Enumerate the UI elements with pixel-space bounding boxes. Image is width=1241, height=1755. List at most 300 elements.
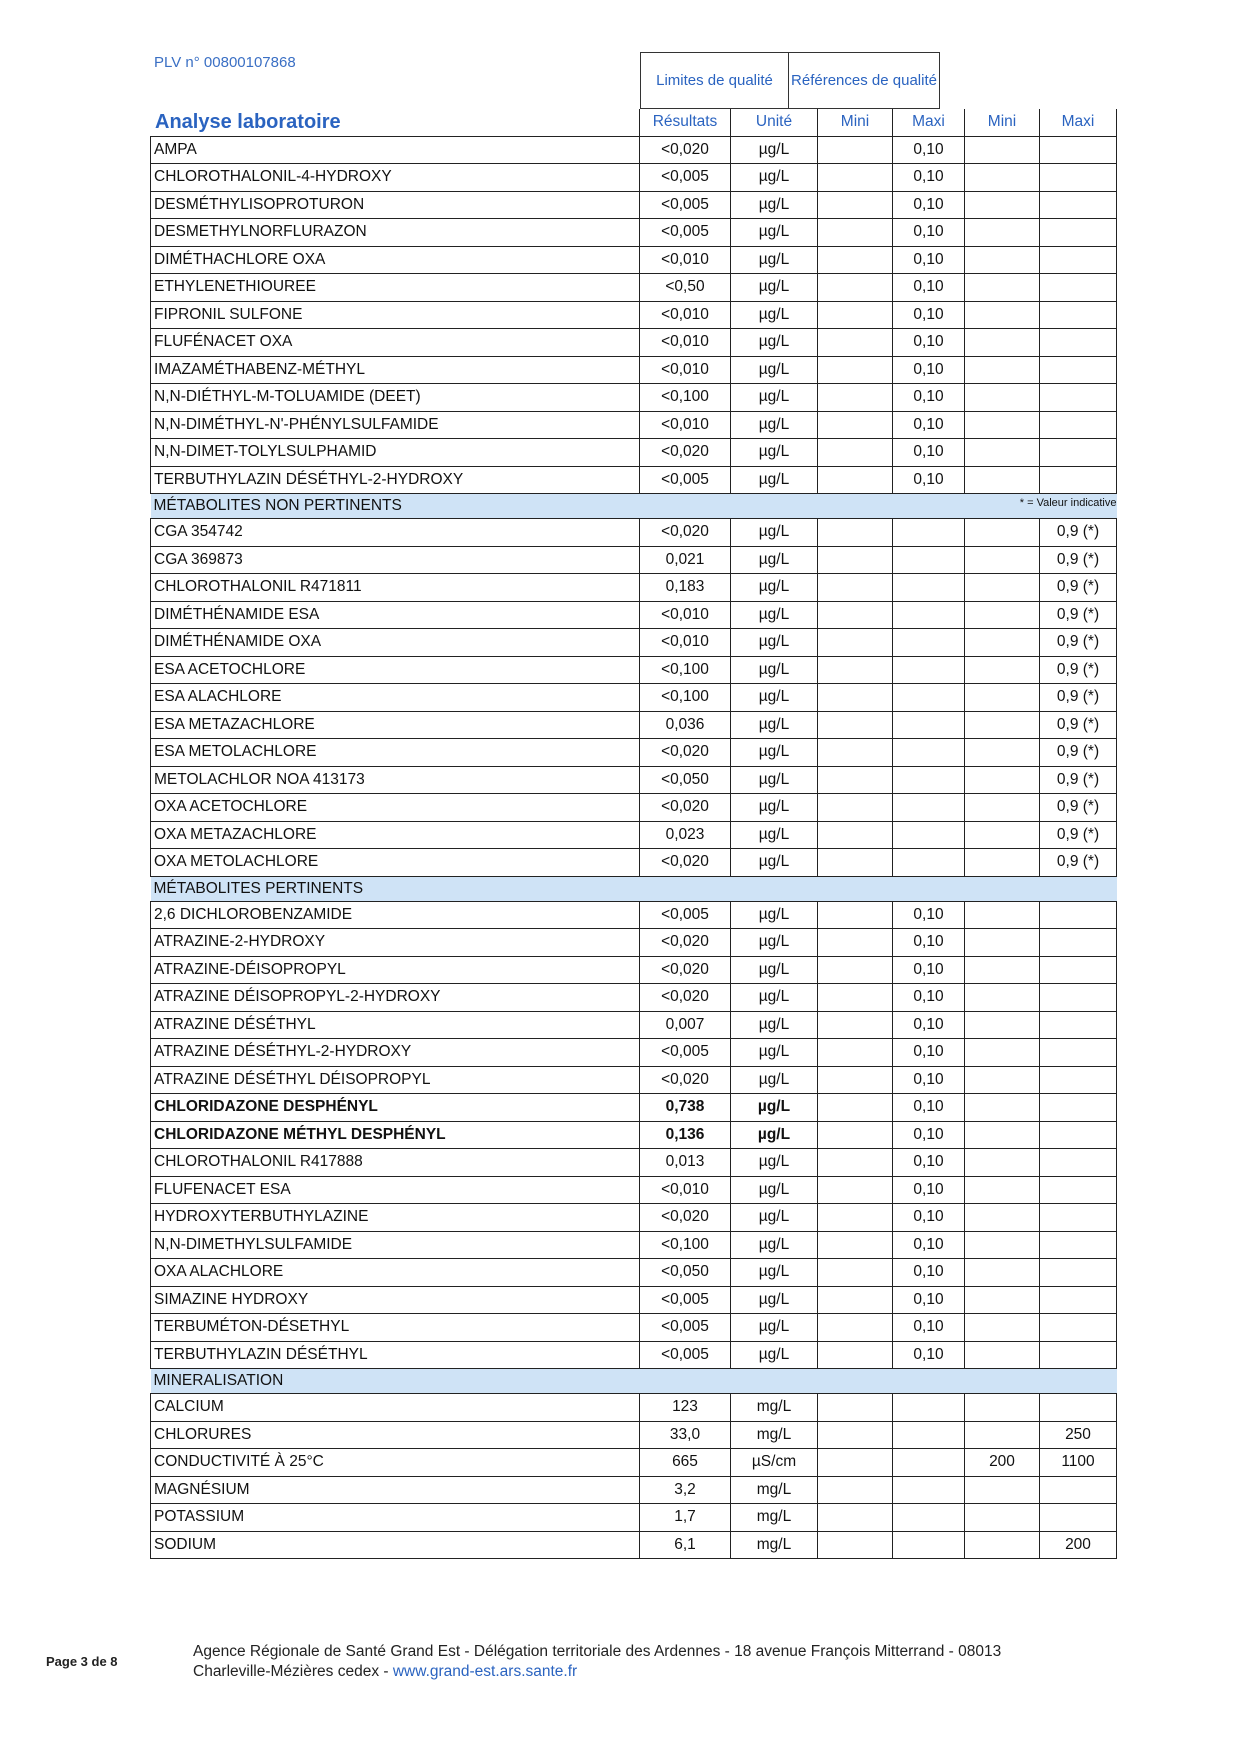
cell-unit: µg/L (731, 519, 818, 547)
table-row (151, 191, 1117, 219)
cell-parameter: N,N-DIMET-TOLYLSULPHAMID (151, 439, 640, 467)
cell-ref-max (1040, 1039, 1117, 1067)
table-row (151, 1011, 1117, 1039)
cell-result: 6,1 (640, 1531, 731, 1559)
cell-ref-min (965, 821, 1040, 849)
cell-limit-min (818, 901, 893, 929)
cell-limit-max (893, 711, 965, 739)
cell-parameter: CONDUCTIVITÉ À 25°C (151, 1449, 640, 1477)
cell-unit: µg/L (731, 766, 818, 794)
table-row (151, 1094, 1117, 1122)
table-row (151, 1449, 1117, 1477)
section-title: MINERALISATION (153, 1372, 284, 1389)
table-row (151, 1066, 1117, 1094)
cell-limit-min (818, 274, 893, 302)
cell-limit-max (893, 684, 965, 712)
cell-unit: µg/L (731, 574, 818, 602)
cell-result: 0,183 (640, 574, 731, 602)
cell-limit-min (818, 766, 893, 794)
cell-result: 0,136 (640, 1121, 731, 1149)
cell-ref-max (1040, 466, 1117, 494)
table-row (151, 519, 1117, 547)
cell-limit-max (893, 1449, 965, 1477)
cell-parameter: ESA METOLACHLORE (151, 739, 640, 767)
cell-ref-min (965, 384, 1040, 412)
table-row (151, 1039, 1117, 1067)
cell-result: <0,010 (640, 411, 731, 439)
cell-ref-min (965, 519, 1040, 547)
cell-result: <0,020 (640, 929, 731, 957)
cell-parameter: TERBUMÉTON-DÉSETHYL (151, 1314, 640, 1342)
cell-limit-max (893, 1476, 965, 1504)
cell-result: 123 (640, 1394, 731, 1422)
cell-parameter: N,N-DIMETHYLSULFAMIDE (151, 1231, 640, 1259)
cell-ref-min (965, 656, 1040, 684)
cell-ref-min (965, 1394, 1040, 1422)
col-ref-max: Maxi (1040, 109, 1117, 136)
cell-limit-min (818, 1421, 893, 1449)
cell-ref-min (965, 1231, 1040, 1259)
cell-limit-max: 0,10 (893, 164, 965, 192)
references-title: Références de qualité (789, 53, 940, 109)
cell-limit-max: 0,10 (893, 246, 965, 274)
cell-ref-min (965, 219, 1040, 247)
cell-ref-max (1040, 301, 1117, 329)
cell-parameter: N,N-DIÉTHYL-M-TOLUAMIDE (DEET) (151, 384, 640, 412)
cell-ref-min (965, 929, 1040, 957)
cell-parameter: OXA ACETOCHLORE (151, 794, 640, 822)
table-row (151, 1204, 1117, 1232)
table-row (151, 956, 1117, 984)
cell-result: <0,020 (640, 794, 731, 822)
cell-ref-min (965, 739, 1040, 767)
section-title: MÉTABOLITES PERTINENTS (153, 879, 364, 897)
cell-limit-min (818, 1341, 893, 1369)
cell-limit-min (818, 956, 893, 984)
cell-limit-min (818, 1314, 893, 1342)
analysis-title: Analyse laboratoire (155, 111, 341, 133)
cell-ref-min (965, 984, 1040, 1012)
cell-result: <0,010 (640, 329, 731, 357)
cell-unit: µg/L (731, 274, 818, 302)
cell-limit-min (818, 794, 893, 822)
section-header (151, 494, 1117, 519)
cell-unit: µg/L (731, 684, 818, 712)
cell-parameter: ATRAZINE DÉSÉTHYL-2-HYDROXY (151, 1039, 640, 1067)
cell-ref-max (1040, 191, 1117, 219)
cell-parameter: IMAZAMÉTHABENZ-MÉTHYL (151, 356, 640, 384)
footer-url[interactable]: www.grand-est.ars.sante.fr (392, 1663, 578, 1680)
table-row (151, 301, 1117, 329)
table-row (151, 739, 1117, 767)
cell-ref-max: 0,9 (*) (1040, 656, 1117, 684)
cell-unit: µg/L (731, 136, 818, 164)
cell-ref-min (965, 439, 1040, 467)
cell-ref-max (1040, 1149, 1117, 1177)
cell-limit-max (893, 1504, 965, 1532)
cell-ref-max: 0,9 (*) (1040, 739, 1117, 767)
cell-limit-max: 0,10 (893, 1259, 965, 1287)
cell-ref-min (965, 1149, 1040, 1177)
cell-parameter: ESA ACETOCHLORE (151, 656, 640, 684)
cell-ref-min (965, 546, 1040, 574)
table-row (151, 1341, 1117, 1369)
cell-parameter: SODIUM (151, 1531, 640, 1559)
cell-parameter: ATRAZINE-DÉISOPROPYL (151, 956, 640, 984)
table-row (151, 1476, 1117, 1504)
table-row (151, 411, 1117, 439)
plv-number: PLV n° 00800107868 (154, 54, 296, 71)
cell-result: <0,100 (640, 384, 731, 412)
cell-parameter: ATRAZINE DÉSÉTHYL (151, 1011, 640, 1039)
cell-ref-max: 0,9 (*) (1040, 519, 1117, 547)
cell-ref-min (965, 136, 1040, 164)
cell-ref-min (965, 329, 1040, 357)
cell-ref-min (965, 711, 1040, 739)
cell-limit-max (893, 821, 965, 849)
cell-ref-min (965, 766, 1040, 794)
cell-limit-max (893, 546, 965, 574)
cell-unit: µg/L (731, 546, 818, 574)
table-row (151, 1149, 1117, 1177)
table-row (151, 711, 1117, 739)
cell-limit-max: 0,10 (893, 1066, 965, 1094)
cell-parameter: POTASSIUM (151, 1504, 640, 1532)
table-row (151, 929, 1117, 957)
cell-unit: µg/L (731, 1176, 818, 1204)
limits-title: Limites de qualité (641, 53, 789, 109)
cell-limit-max: 0,10 (893, 191, 965, 219)
table-row (151, 219, 1117, 247)
cell-limit-min (818, 1394, 893, 1422)
cell-parameter: FIPRONIL SULFONE (151, 301, 640, 329)
cell-parameter: DIMÉTHÉNAMIDE OXA (151, 629, 640, 657)
cell-ref-min (965, 164, 1040, 192)
cell-limit-min (818, 684, 893, 712)
cell-unit: mg/L (731, 1394, 818, 1422)
cell-parameter: ATRAZINE DÉISOPROPYL-2-HYDROXY (151, 984, 640, 1012)
cell-limit-max: 0,10 (893, 274, 965, 302)
cell-ref-min (965, 356, 1040, 384)
cell-unit: mg/L (731, 1421, 818, 1449)
cell-ref-max (1040, 929, 1117, 957)
cell-parameter: OXA ALACHLORE (151, 1259, 640, 1287)
quality-header (640, 52, 940, 109)
table-row (151, 466, 1117, 494)
cell-ref-max: 0,9 (*) (1040, 849, 1117, 877)
cell-parameter: TERBUTHYLAZIN DÉSÉTHYL-2-HYDROXY (151, 466, 640, 494)
cell-limit-max: 0,10 (893, 329, 965, 357)
cell-ref-max (1040, 136, 1117, 164)
cell-limit-min (818, 1449, 893, 1477)
cell-unit: µg/L (731, 629, 818, 657)
cell-parameter: ATRAZINE-2-HYDROXY (151, 929, 640, 957)
cell-ref-max: 0,9 (*) (1040, 711, 1117, 739)
cell-ref-min (965, 1039, 1040, 1067)
cell-limit-max (893, 519, 965, 547)
cell-parameter: OXA METAZACHLORE (151, 821, 640, 849)
cell-ref-max (1040, 1394, 1117, 1422)
cell-limit-max: 0,10 (893, 301, 965, 329)
table-row (151, 1421, 1117, 1449)
cell-result: <0,020 (640, 1204, 731, 1232)
cell-ref-max (1040, 1314, 1117, 1342)
table-row (151, 601, 1117, 629)
cell-limit-max: 0,10 (893, 1121, 965, 1149)
cell-parameter: FLUFÉNACET OXA (151, 329, 640, 357)
table-row (151, 546, 1117, 574)
cell-unit: µg/L (731, 439, 818, 467)
cell-unit: µg/L (731, 1204, 818, 1232)
cell-limit-min (818, 356, 893, 384)
cell-parameter: DIMÉTHÉNAMIDE ESA (151, 601, 640, 629)
col-results: Résultats (640, 109, 731, 136)
cell-result: <0,50 (640, 274, 731, 302)
cell-ref-min (965, 1314, 1040, 1342)
cell-ref-min (965, 1286, 1040, 1314)
cell-limit-max: 0,10 (893, 1231, 965, 1259)
table-row (151, 136, 1117, 164)
cell-ref-max (1040, 219, 1117, 247)
cell-limit-max: 0,10 (893, 1341, 965, 1369)
cell-ref-max (1040, 1476, 1117, 1504)
cell-result: 0,021 (640, 546, 731, 574)
cell-ref-max (1040, 274, 1117, 302)
cell-limit-min (818, 411, 893, 439)
cell-result: 0,023 (640, 821, 731, 849)
cell-limit-min (818, 384, 893, 412)
cell-unit: µg/L (731, 794, 818, 822)
cell-ref-min (965, 629, 1040, 657)
table-row (151, 1314, 1117, 1342)
cell-parameter: MAGNÉSIUM (151, 1476, 640, 1504)
cell-unit: µg/L (731, 1066, 818, 1094)
cell-result: <0,005 (640, 164, 731, 192)
cell-result: <0,005 (640, 901, 731, 929)
cell-ref-min (965, 191, 1040, 219)
cell-ref-max (1040, 439, 1117, 467)
cell-limit-max: 0,10 (893, 356, 965, 384)
cell-result: <0,005 (640, 191, 731, 219)
cell-unit: µg/L (731, 1149, 818, 1177)
cell-unit: µg/L (731, 739, 818, 767)
cell-unit: µg/L (731, 384, 818, 412)
cell-limit-min (818, 1476, 893, 1504)
cell-result: 0,036 (640, 711, 731, 739)
cell-unit: mg/L (731, 1531, 818, 1559)
cell-result: <0,005 (640, 466, 731, 494)
cell-unit: µS/cm (731, 1449, 818, 1477)
cell-result: <0,020 (640, 739, 731, 767)
cell-limit-min (818, 821, 893, 849)
cell-ref-max (1040, 384, 1117, 412)
cell-ref-min (965, 574, 1040, 602)
cell-ref-max: 0,9 (*) (1040, 766, 1117, 794)
cell-ref-max: 0,9 (*) (1040, 546, 1117, 574)
cell-limit-min (818, 1286, 893, 1314)
cell-limit-min (818, 164, 893, 192)
cell-parameter: CHLORIDAZONE MÉTHYL DESPHÉNYL (151, 1121, 640, 1149)
cell-result: <0,100 (640, 684, 731, 712)
cell-ref-min (965, 411, 1040, 439)
cell-unit: µg/L (731, 466, 818, 494)
cell-unit: µg/L (731, 821, 818, 849)
cell-result: <0,010 (640, 629, 731, 657)
cell-ref-min (965, 1121, 1040, 1149)
cell-limit-min (818, 711, 893, 739)
cell-ref-min (965, 794, 1040, 822)
cell-ref-min: 200 (965, 1449, 1040, 1477)
cell-ref-min (965, 956, 1040, 984)
col-ref-min: Mini (965, 109, 1040, 136)
table-row (151, 1231, 1117, 1259)
cell-unit: µg/L (731, 1341, 818, 1369)
cell-limit-max: 0,10 (893, 1149, 965, 1177)
cell-parameter: CHLOROTHALONIL-4-HYDROXY (151, 164, 640, 192)
section-note: * = Valeur indicative (1019, 497, 1117, 509)
cell-limit-max: 0,10 (893, 1286, 965, 1314)
footer (193, 1642, 1001, 1682)
cell-ref-min (965, 1531, 1040, 1559)
cell-limit-min (818, 301, 893, 329)
cell-limit-min (818, 1259, 893, 1287)
cell-result: <0,005 (640, 1286, 731, 1314)
cell-result: 665 (640, 1449, 731, 1477)
cell-ref-max: 0,9 (*) (1040, 601, 1117, 629)
table-row (151, 574, 1117, 602)
cell-limit-max: 0,10 (893, 411, 965, 439)
cell-limit-max: 0,10 (893, 1176, 965, 1204)
cell-unit: µg/L (731, 246, 818, 274)
cell-ref-max (1040, 411, 1117, 439)
cell-ref-min (965, 1011, 1040, 1039)
cell-ref-min (965, 246, 1040, 274)
cell-ref-max (1040, 956, 1117, 984)
cell-limit-max: 0,10 (893, 1314, 965, 1342)
cell-result: <0,010 (640, 601, 731, 629)
cell-ref-max (1040, 1504, 1117, 1532)
cell-parameter: ESA ALACHLORE (151, 684, 640, 712)
cell-limit-min (818, 546, 893, 574)
cell-result: <0,005 (640, 219, 731, 247)
cell-parameter: DESMETHYLNORFLURAZON (151, 219, 640, 247)
cell-unit: mg/L (731, 1476, 818, 1504)
cell-result: <0,010 (640, 356, 731, 384)
table-row (151, 684, 1117, 712)
table-row (151, 1504, 1117, 1532)
cell-limit-min (818, 1039, 893, 1067)
table-row (151, 329, 1117, 357)
cell-result: 1,7 (640, 1504, 731, 1532)
cell-unit: µg/L (731, 1011, 818, 1039)
cell-unit: mg/L (731, 1504, 818, 1532)
cell-limit-min (818, 984, 893, 1012)
cell-limit-min (818, 1121, 893, 1149)
cell-parameter: HYDROXYTERBUTHYLAZINE (151, 1204, 640, 1232)
cell-limit-max: 0,10 (893, 1011, 965, 1039)
cell-unit: µg/L (731, 1231, 818, 1259)
cell-result: <0,100 (640, 656, 731, 684)
cell-limit-max (893, 1531, 965, 1559)
cell-limit-min (818, 1176, 893, 1204)
cell-unit: µg/L (731, 164, 818, 192)
table-row (151, 656, 1117, 684)
cell-limit-min (818, 439, 893, 467)
cell-unit: µg/L (731, 929, 818, 957)
table-row (151, 1531, 1117, 1559)
cell-ref-max: 1100 (1040, 1449, 1117, 1477)
cell-ref-max (1040, 356, 1117, 384)
cell-unit: µg/L (731, 411, 818, 439)
cell-ref-min (965, 1066, 1040, 1094)
table-row (151, 901, 1117, 929)
cell-result: <0,020 (640, 439, 731, 467)
cell-ref-max: 0,9 (*) (1040, 574, 1117, 602)
cell-result: <0,010 (640, 246, 731, 274)
cell-limit-max: 0,10 (893, 1094, 965, 1122)
cell-unit: µg/L (731, 849, 818, 877)
table-row (151, 164, 1117, 192)
cell-ref-min (965, 1476, 1040, 1504)
cell-limit-max (893, 629, 965, 657)
cell-result: <0,005 (640, 1314, 731, 1342)
cell-ref-max: 200 (1040, 1531, 1117, 1559)
table-row (151, 1121, 1117, 1149)
cell-result: <0,010 (640, 1176, 731, 1204)
cell-limit-min (818, 1094, 893, 1122)
cell-unit: µg/L (731, 1039, 818, 1067)
cell-limit-max (893, 1421, 965, 1449)
section-header (151, 1369, 1117, 1394)
table-row (151, 1286, 1117, 1314)
cell-ref-min (965, 1204, 1040, 1232)
cell-parameter: FLUFENACET ESA (151, 1176, 640, 1204)
cell-limit-max (893, 656, 965, 684)
cell-ref-max (1040, 901, 1117, 929)
cell-ref-min (965, 901, 1040, 929)
cell-limit-min (818, 929, 893, 957)
cell-ref-min (965, 684, 1040, 712)
table-row (151, 629, 1117, 657)
cell-limit-min (818, 191, 893, 219)
cell-unit: µg/L (731, 329, 818, 357)
cell-result: <0,020 (640, 136, 731, 164)
cell-limit-max (893, 849, 965, 877)
table-row (151, 1176, 1117, 1204)
cell-unit: µg/L (731, 956, 818, 984)
cell-limit-max: 0,10 (893, 901, 965, 929)
section-title: MÉTABOLITES NON PERTINENTS (153, 497, 402, 514)
table-row (151, 356, 1117, 384)
cell-ref-max (1040, 1341, 1117, 1369)
cell-ref-min (965, 301, 1040, 329)
cell-parameter: DIMÉTHACHLORE OXA (151, 246, 640, 274)
footer-line-1: Agence Régionale de Santé Grand Est - Délégation territoriale des Ardennes - 18 avenue François Mitterrand - 08013 (193, 1643, 1002, 1660)
cell-limit-min (818, 849, 893, 877)
cell-limit-max (893, 739, 965, 767)
page-number: Page 3 de 8 (46, 1654, 118, 1669)
cell-parameter: N,N-DIMÉTHYL-N'-PHÉNYLSULFAMIDE (151, 411, 640, 439)
table-row (151, 246, 1117, 274)
cell-limit-max: 0,10 (893, 136, 965, 164)
cell-limit-min (818, 601, 893, 629)
cell-parameter: DESMÉTHYLISOPROTURON (151, 191, 640, 219)
table-row (151, 384, 1117, 412)
cell-ref-max (1040, 1204, 1117, 1232)
cell-ref-max (1040, 984, 1117, 1012)
cell-ref-max: 0,9 (*) (1040, 629, 1117, 657)
table-row (151, 274, 1117, 302)
